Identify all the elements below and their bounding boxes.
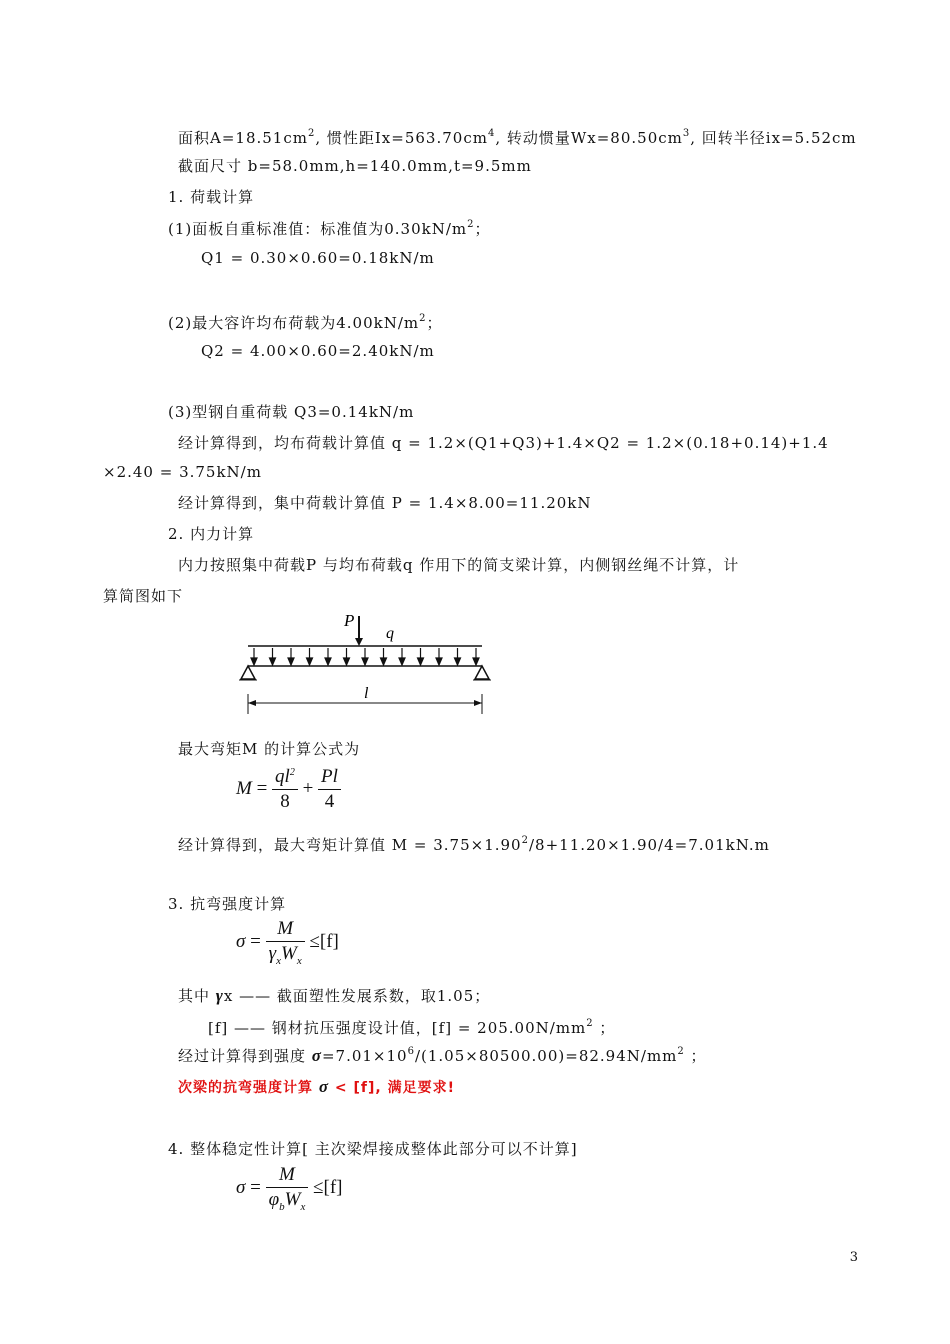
load-arrow-head	[288, 658, 294, 665]
right-support-icon	[475, 666, 489, 679]
max-moment-title: 最大弯矩M 的计算公式为	[178, 740, 361, 758]
page-number: 3	[849, 1250, 858, 1265]
heading-internal-force: 2. 内力计算	[168, 525, 255, 543]
beam-diagram	[236, 606, 496, 726]
max-load-line: (2)最大容许均布荷载为$4.00kN/m^2$；	[168, 313, 443, 332]
bending-strength-formula: σ = $\frac{M}{\gamma_xW_x}$ ≤[f]	[236, 918, 339, 967]
q2-line: Q2 = 4.00×0.60=2.40kN/m	[201, 342, 435, 360]
load-arrow-head	[251, 658, 257, 665]
point-load-label: P	[344, 611, 355, 630]
load-arrow-head	[362, 658, 368, 665]
internal-force-para-2: 算简图如下	[103, 587, 184, 605]
moment-calc-line: 经计算得到，最大弯矩计算值 $M = 3.75\times 1.90^2/8+11.20\times 1.90/4=7.01kN.m$	[178, 835, 770, 854]
heading-bending-strength: 3. 抗弯强度计算	[168, 895, 287, 913]
f-definition-line: [f] —— 钢材抗压强度设计值，$[f] = 205.00N/mm^2$ ；	[208, 1018, 616, 1037]
load-arrow-head	[399, 658, 405, 665]
q1-line: Q1 = 0.30×0.60=0.18kN/m	[201, 249, 435, 267]
distributed-load-label: q	[386, 625, 394, 642]
distributed-load-calc-line: 经计算得到，均布荷载计算值 q = 1.2×(Q1+Q3)+1.4×Q2 = 1.2×(0.18+0.14)+1.4	[178, 434, 829, 452]
load-arrow-head	[418, 658, 424, 665]
span-length-label: l	[364, 685, 369, 702]
steel-weight-line: (3)型钢自重荷载 Q3=0.14kN/m	[168, 403, 415, 421]
panel-weight-line: (1)面板自重标准值：标准值为$0.30kN/m^2$；	[168, 219, 491, 238]
stress-calc-line: 经过计算得到强度 $\sigma=7.01\times 10^6/(1.05\times 80500.00)=82.94N/mm^2$ ；	[178, 1046, 707, 1065]
stability-formula: σ = $\frac{M}{\varphi_bW_x}$ ≤[f]	[236, 1164, 343, 1213]
section-size-line: 截面尺寸 b=58.0mm,h=140.0mm,t=9.5mm	[178, 157, 532, 175]
internal-force-para-1: 内力按照集中荷载P 与均布荷载q 作用下的简支梁计算，内侧钢丝绳不计算，计	[178, 556, 740, 574]
gamma-definition-line: 其中 γx —— 截面塑性发展系数，取1.05；	[178, 986, 491, 1005]
load-arrow-head	[344, 658, 350, 665]
distributed-load-calc-line-2: ×2.40 = 3.75kN/m	[103, 463, 262, 481]
load-arrow-head	[325, 658, 331, 665]
left-support-icon	[241, 666, 255, 679]
load-arrow-head	[455, 658, 461, 665]
bending-result-line: 次梁的抗弯强度计算 σ < [f], 满足要求!	[178, 1077, 455, 1096]
load-arrow-head	[270, 658, 276, 665]
max-moment-formula: M = $\frac{ql^2}{8}$ + $\frac{Pl}{4}$	[236, 766, 341, 813]
load-arrow-head	[473, 658, 479, 665]
load-arrow-head	[307, 658, 313, 665]
heading-load-calc: 1. 荷载计算	[168, 188, 255, 206]
heading-stability: 4. 整体稳定性计算[ 主次梁焊接成整体此部分可以不计算]	[168, 1140, 578, 1158]
load-arrow-head	[436, 658, 442, 665]
section-properties-line: 面积$A=18.51cm^2$, 惯性距$Ix=563.70cm^4$, 转动惯量$Wx=80.50cm^3$, 回转半径ix=5.52cm	[178, 128, 857, 147]
point-load-calc-line: 经计算得到，集中荷载计算值 P = 1.4×8.00=11.20kN	[178, 494, 592, 512]
load-arrow-head	[381, 658, 387, 665]
